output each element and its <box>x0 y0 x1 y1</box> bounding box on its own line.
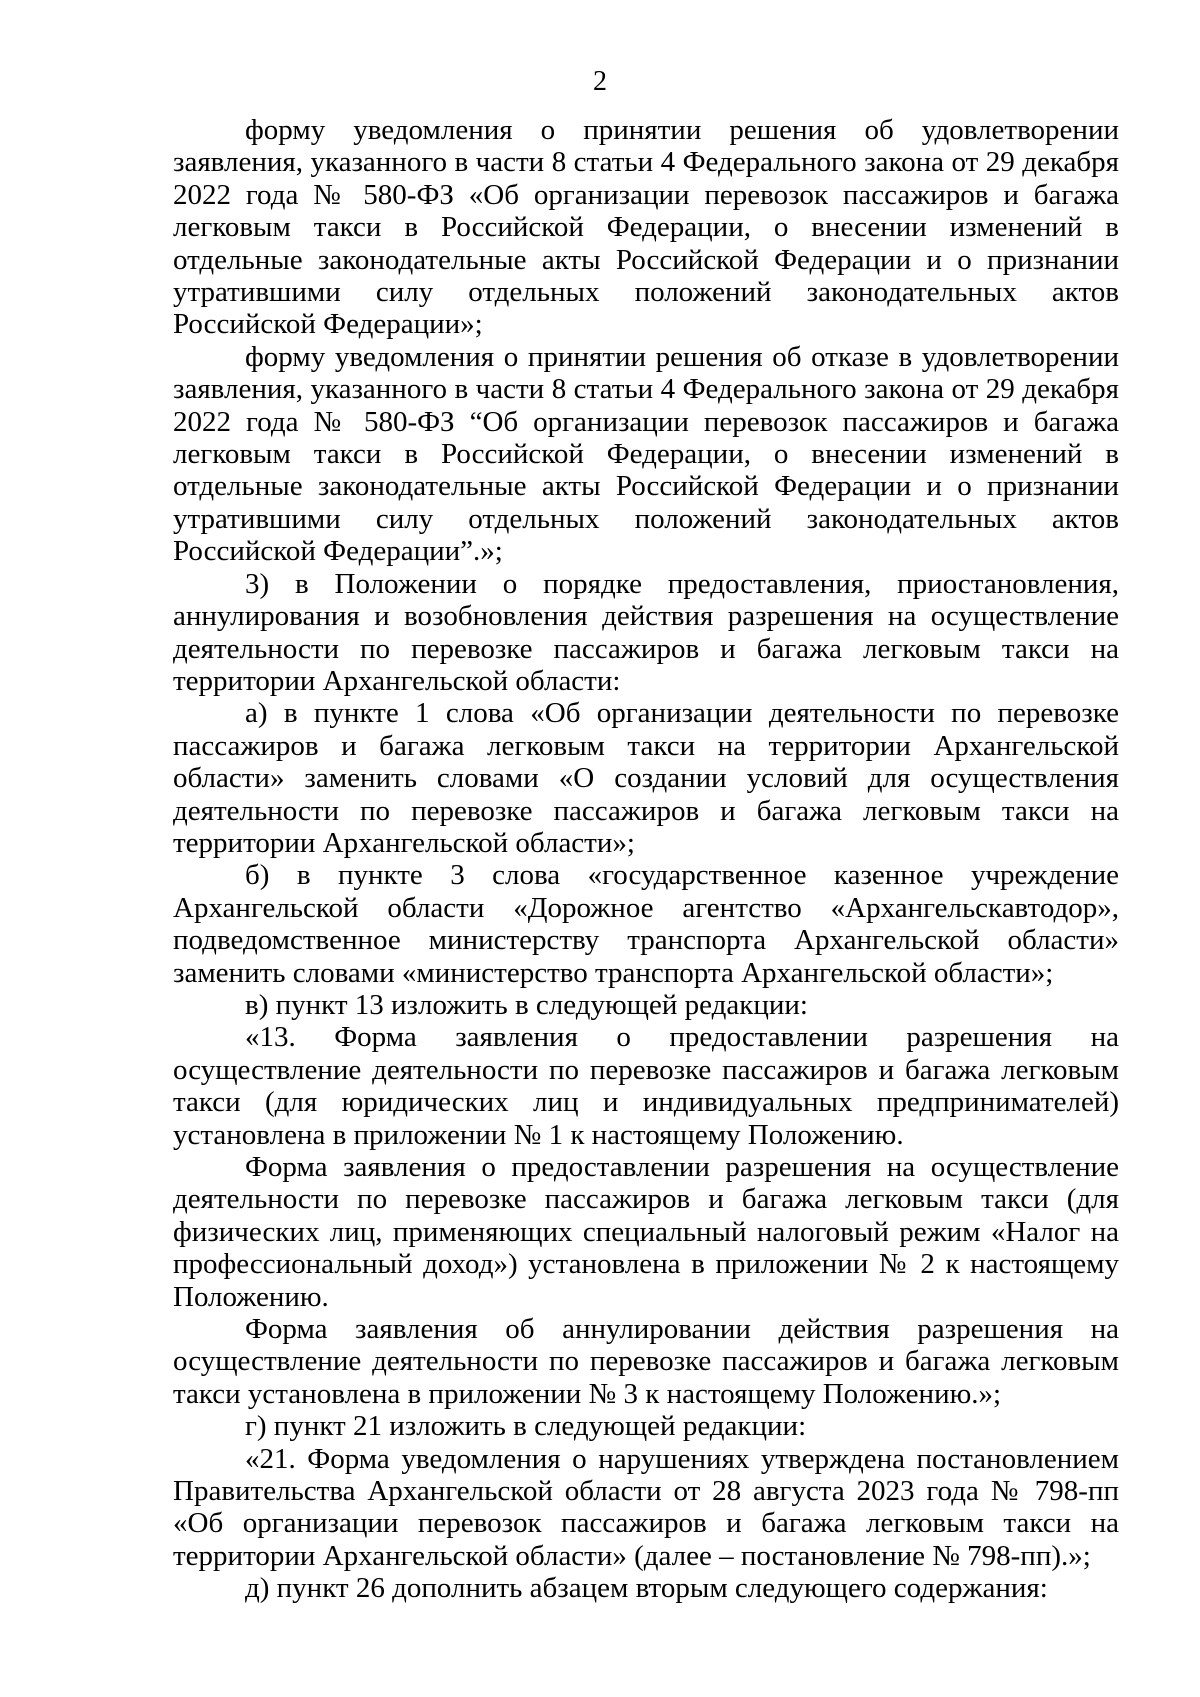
paragraph-1: форму уведомления о принятии решения об удовлетворении заявления, указанного в части 8 статьи 4 Федерального закона от 29 декабря 2022 года № 580-ФЗ «Об организации перевозок пассажиров и багажа легковым такси в Российской Федерации, о внесении изменений в отдельные законодательные акты Российской Федерации и о признании утратившими силу отдельных положений законодательных актов Российской Федерации»; <box>173 114 1119 341</box>
paragraph-4: а) в пункте 1 слова «Об организации деятельности по перевозке пассажиров и багажа легковым такси на территории Архангельской области» заменить словами «О создании условий для осуществления деятельности по перевозке пассажиров и багажа легковым такси на территории Архангельской области»; <box>173 697 1119 859</box>
paragraph-11: «21. Форма уведомления о нарушениях утверждена постановлением Правительства Архангельской области от 28 августа 2023 года № 798-пп «Об организации перевозок пассажиров и багажа легковым такси на территории Архангельской области» (далее – постановление № 798-пп).»; <box>173 1442 1119 1572</box>
paragraph-9: Форма заявления об аннулировании действия разрешения на осуществление деятельности по перевозке пассажиров и багажа легковым такси установлена в приложении № 3 к настоящему Положению.»; <box>173 1313 1119 1410</box>
document-body <box>173 114 1119 1605</box>
paragraph-5: б) в пункте 3 слова «государственное казенное учреждение Архангельской области «Дорожное агентство «Архангельскавтодор», подведомственное министерству транспорта Архангельской области» заменить словами «министерство транспорта Архангельской области»; <box>173 859 1119 989</box>
paragraph-8: Форма заявления о предоставлении разрешения на осуществление деятельности по перевозке пассажиров и багажа легковым такси (для физических лиц, применяющих специальный налоговый режим «Налог на профессиональный доход») установлена в приложении № 2 к настоящему Положению. <box>173 1151 1119 1313</box>
paragraph-2: форму уведомления о принятии решения об отказе в удовлетворении заявления, указанного в части 8 статьи 4 Федерального закона от 29 декабря 2022 года № 580-ФЗ “Об организации перевозок пассажиров и багажа легковым такси в Российской Федерации, о внесении изменений в отдельные законодательные акты Российской Федерации и о признании утратившими силу отдельных положений законодательных актов Российской Федерации”.»; <box>173 340 1119 568</box>
paragraph-12: д) пункт 26 дополнить абзацем вторым следующего содержания: <box>245 1572 1048 1605</box>
paragraph-10: г) пункт 21 изложить в следующей редакции: <box>245 1410 807 1443</box>
page-number: 2 <box>593 66 607 97</box>
paragraph-6: в) пункт 13 изложить в следующей редакции: <box>245 988 808 1021</box>
paragraph-7: «13. Форма заявления о предоставлении разрешения на осуществление деятельности по перевозке пассажиров и багажа легковым такси (для юридических лиц и индивидуальных предпринимателей) установлена в приложении № 1 к настоящему Положению. <box>173 1021 1119 1151</box>
paragraph-3: 3) в Положении о порядке предоставления, приостановления, аннулирования и возобновления действия разрешения на осуществление деятельности по перевозке пассажиров и багажа легковым такси на территории Архангельской области: <box>173 567 1119 697</box>
